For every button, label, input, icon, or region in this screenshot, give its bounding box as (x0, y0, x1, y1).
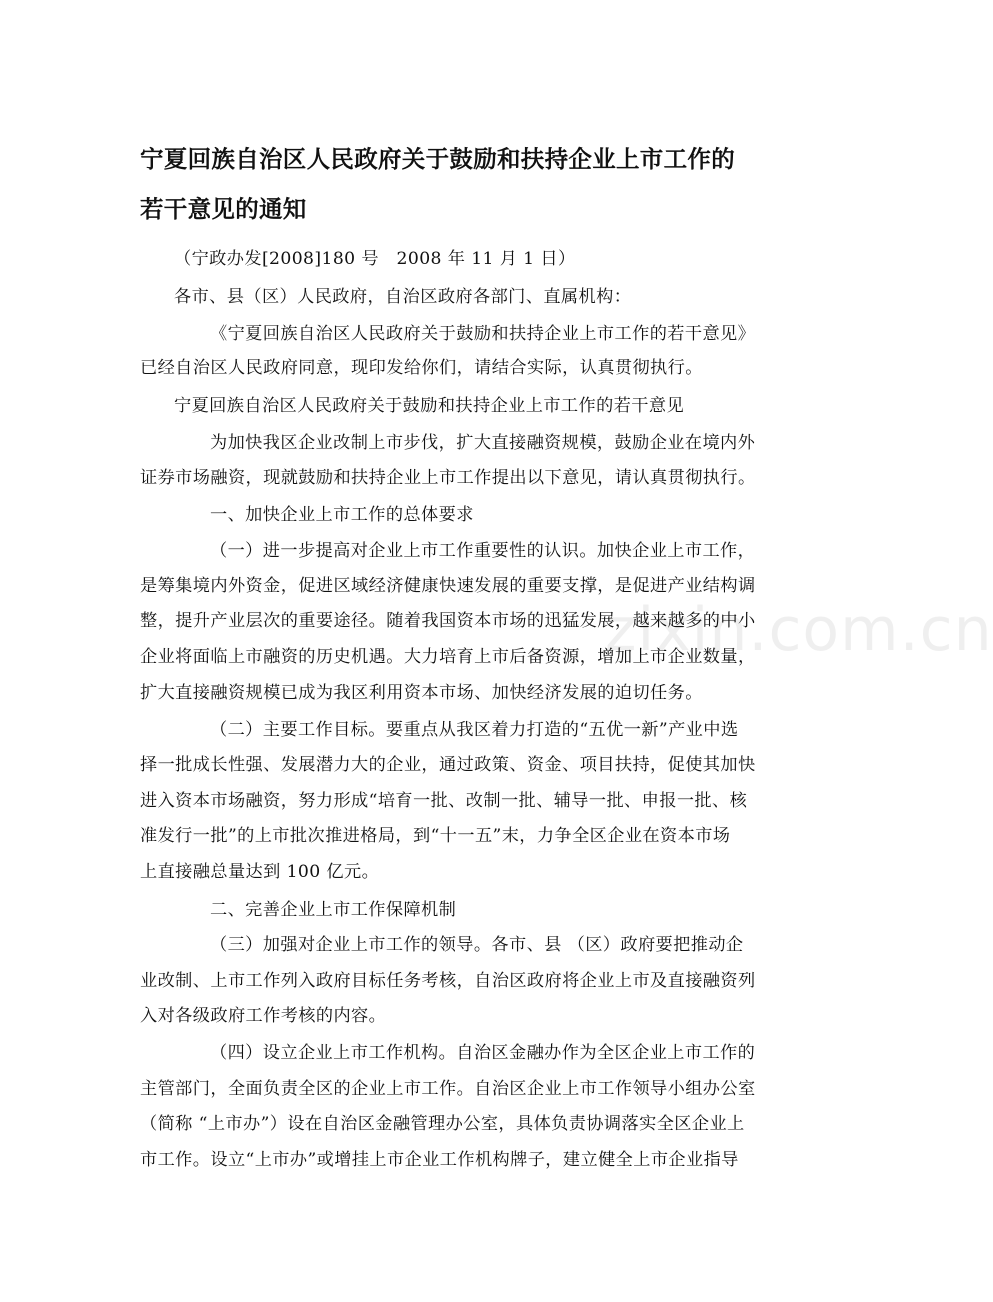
body-line: 已经自治区人民政府同意，现印发给你们，请结合实际，认真贯彻执行。 (140, 358, 703, 378)
body-line: 《宁夏回族自治区人民政府关于鼓励和扶持企业上市工作的若干意见》 (210, 324, 756, 344)
body-line: （二）主要工作目标。要重点从我区着力打造的“五优一新”产业中选 (210, 720, 739, 740)
body-line: 业改制、上市工作列入政府目标任务考核，自治区政府将企业上市及直接融资列 (140, 971, 756, 991)
body-line: （简称 “上市办”）设在自治区金融管理办公室，具体负责协调落实全区企业上 (140, 1114, 745, 1134)
body-line: 扩大直接融资规模已成为我区利用资本市场、加快经济发展的迫切任务。 (140, 683, 703, 703)
body-line: 企业将面临上市融资的历史机遇。大力培育上市后备资源，增加上市企业数量， (140, 647, 756, 667)
body-line: 主管部门，全面负责全区的企业上市工作。自治区企业上市工作领导小组办公室 (140, 1079, 756, 1099)
section-heading-1: 一、加快企业上市工作的总体要求 (210, 505, 474, 525)
body-line: 择一批成长性强、发展潜力大的企业，通过政策、资金、项目扶持，促使其加快 (140, 755, 756, 775)
body-line: 进入资本市场融资，努力形成“培育一批、改制一批、辅导一批、申报一批、核 (140, 791, 748, 811)
body-line: （四）设立企业上市工作机构。自治区金融办作为全区企业上市工作的 (210, 1043, 756, 1063)
body-line: 入对各级政府工作考核的内容。 (140, 1006, 387, 1026)
body-line: 是筹集境内外资金，促进区域经济健康快速发展的重要支撑，是促进产业结构调 (140, 576, 756, 596)
document-title-line-1: 宁夏回族自治区人民政府关于鼓励和扶持企业上市工作的 (140, 145, 735, 173)
attachment-heading: 宁夏回族自治区人民政府关于鼓励和扶持企业上市工作的若干意见 (174, 396, 685, 416)
document-reference: （宁政办发[2008]180 号 2008 年 11 月 1 日） (174, 249, 576, 269)
document-title-line-2: 若干意见的通知 (140, 195, 307, 223)
watermark: zixin.com.cn (605, 595, 993, 665)
body-line: 为加快我区企业改制上市步伐，扩大直接融资规模，鼓励企业在境内外 (210, 433, 756, 453)
section-heading-2: 二、完善企业上市工作保障机制 (210, 900, 457, 920)
body-line: 整，提升产业层次的重要途径。随着我国资本市场的迅猛发展，越来越多的中小 (140, 611, 756, 631)
addressee-line: 各市、县（区）人民政府，自治区政府各部门、直属机构： (174, 287, 632, 307)
body-line: 上直接融总量达到 100 亿元。 (140, 862, 380, 882)
body-line: （三）加强对企业上市工作的领导。各市、县 （区）政府要把推动企 (210, 935, 744, 955)
body-line: 证券市场融资，现就鼓励和扶持企业上市工作提出以下意见，请认真贯彻执行。 (140, 468, 756, 488)
body-line: （一）进一步提高对企业上市工作重要性的认识。加快企业上市工作， (210, 541, 756, 561)
body-line: 市工作。设立“上市办”或增挂上市企业工作机构牌子，建立健全上市企业指导 (140, 1150, 739, 1170)
body-line: 准发行一批”的上市批次推进格局，到“十一五”末，力争全区企业在资本市场 (140, 826, 731, 846)
